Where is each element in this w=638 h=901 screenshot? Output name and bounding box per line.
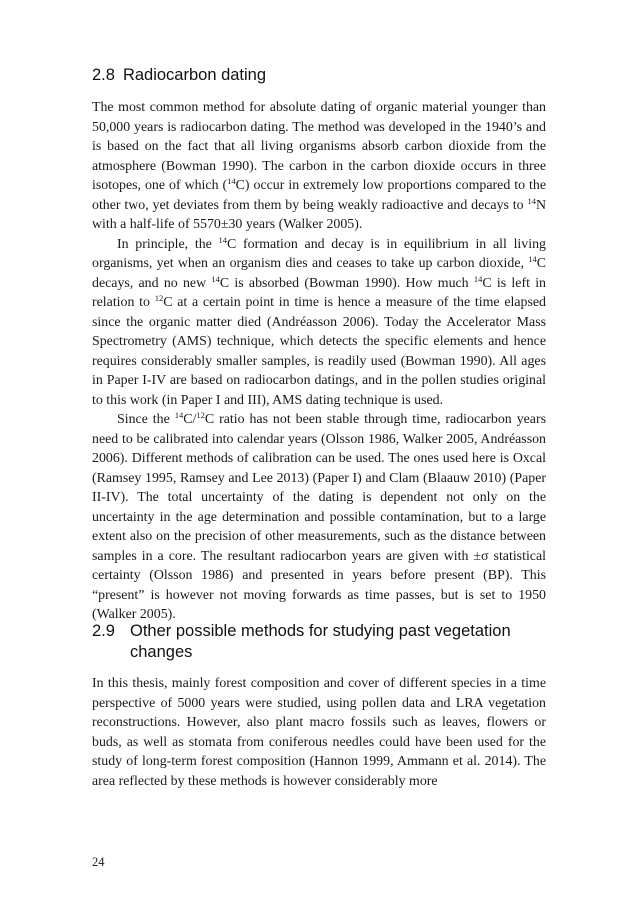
section-body-2-8: [92, 98, 546, 625]
text-run: C is absorbed (Bowman 1990). How much: [219, 275, 474, 291]
superscript: 14: [211, 273, 220, 284]
text-run: The most common method for absolute dating of organic material younger than 50,000 years is radiocarbon dating. The method was developed in the 1940’s and is based on the fact that all living organisms absorb carbon dioxide from the atmosphere (Bowman 1990). The carbon in the carbon dioxide occurs in three isotopes, one of which (: [92, 100, 546, 193]
text-run: C ratio has not been stable through time, radiocarbon years need to be calibrated into calendar years (Olsson 1986, Walker 2005, Andréasson 2006). Different methods of calibration can be used. The ones used here is Oxcal (Ramsey 1995, Ramsey and Lee 2013) (Paper I) and Clam (Blaauw 2010) (Paper II-IV). The total uncertainty of the dating is dependent not only on the uncertainty in the age determination and possible contamination, but to a large extent also on the precision of other measurements, such as the distance between samples in a core. The resultant radiocarbon years are given with ±σ statistical certainty (Olsson 1986) and presented in years before present (BP). This “present” is however not moving forwards as time passes, but is set to 1950 (Walker 2005).: [92, 412, 547, 622]
superscript: 12: [196, 410, 205, 420]
superscript: 14: [473, 273, 483, 284]
section-number: 2.9: [92, 622, 115, 640]
section-body-2-9: [92, 674, 546, 791]
section-heading-2-8: [92, 65, 266, 86]
superscript: 14: [528, 254, 537, 264]
section-title: Radiocarbon dating: [122, 66, 267, 84]
section-title: Other possible methods for studying past vegetation changes: [130, 622, 511, 661]
superscript: 14: [218, 234, 228, 245]
superscript: 14: [174, 410, 184, 420]
superscript: 14: [527, 195, 536, 206]
text-run: C decays, and no new: [92, 256, 546, 291]
section-number: 2.8: [92, 66, 115, 84]
superscript: 14: [227, 176, 236, 186]
text-run: Since the: [117, 412, 175, 427]
paragraph: [92, 235, 546, 411]
superscript: 12: [154, 293, 164, 303]
text-run: C/: [183, 412, 197, 427]
page-number: 24: [92, 855, 105, 869]
text-run: C at a certain point in time is hence a measure of the time elapsed since the organic matter died (Andréasson 2006). Today the Accelerator Mass Spectrometry (AMS) technique, which detects the specific elements and hence requires considerably smaller samples, is readily used (Bowman 1990). All ages in Paper I-IV are based on radiocarbon datings, and in the pollen studies original to this work (in Paper I and III), AMS dating technique is used.: [92, 295, 546, 408]
text-run: C) occur in extremely low proportions compared to the other two, yet deviates from them by being weakly radioactive and decays to: [92, 178, 547, 213]
paragraph: In this thesis, mainly forest composition and cover of different species in a time perspective of 5000 years were studied, using pollen data and LRA vegetation reconstructions. However, also plant macro fossils such as leaves, flowers or buds, as well as stomata from coniferous needles could have been used for the study of long-term forest composition (Hannon 1999, Ammann et al. 2014). The area reflected by these methods is however considerably more: [92, 676, 546, 789]
text-run: In principle, the: [117, 236, 219, 252]
text-run: C is left in relation to: [92, 275, 547, 310]
paragraph: [92, 410, 546, 625]
paragraph: [92, 98, 546, 235]
text-run: C formation and decay is in equilibrium in all living organisms, yet when an organism dies and ceases to take up carbon dioxide,: [92, 236, 546, 271]
text-run: N with a half-life of 5570±30 years (Walker 2005).: [92, 197, 546, 232]
section-heading-2-9: [92, 621, 552, 663]
